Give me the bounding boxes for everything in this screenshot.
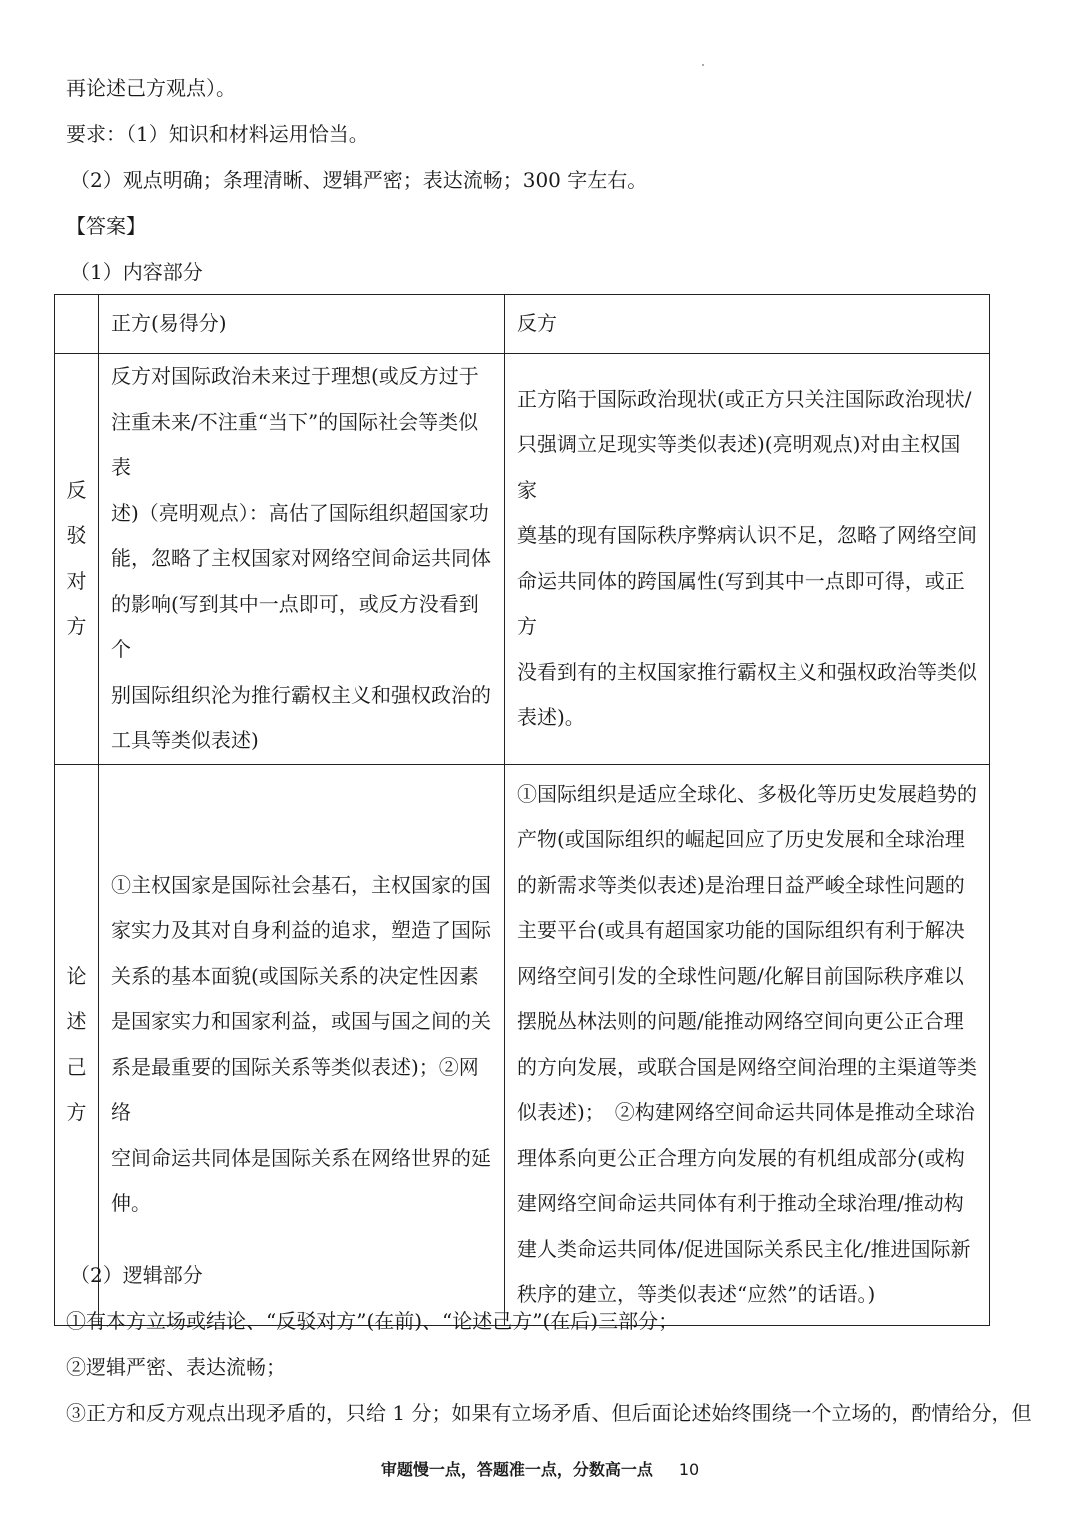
page-footer [0,1459,1080,1481]
requirements-line: 要求：（1）知识和材料运用恰当。 [66,122,369,146]
table-header-row [55,295,990,354]
row-label-argument [55,764,99,1325]
argument-negative-cell: ①国际组织是适应全球化、多极化等历史发展趋势的 产物(或国际组织的崛起回应了历史发展和全球治理 的新需求等类似表述)是治理日益严峻全球性问题的 主要平台(或具有超国家功能的国际组织有利于解决 网络空间引发的全球性问题/化解目前国际秩序难以 摆脱丛林法则的问题/能推动网络空间向更公正合理 的方向发展，或联合国是网络空间治理的主渠道等类 似表述)； ②构建网络空间命运共同体是推动全球治 理体系向更公正合理方向发展的有机组成部分(或构 建网络空间命运共同体有利于推动全球治理/推动构 建人类命运共同体/促进国际关系民主化/推进国际新 秩序的建立，等类似表述“应然”的话语。) [505,764,990,1325]
header-blank-cell [55,295,99,354]
logic-item-1: ①有本方立场或结论、“反驳对方”(在前)、“论述己方”(在后)三部分； [66,1309,679,1333]
logic-part-heading: （2）逻辑部分 [70,1263,203,1287]
header-negative: 反方 [505,295,990,354]
logic-item-3: ③正方和反方观点出现矛盾的，只给 1 分；如果有立场矛盾、但后面论述始终围绕一个立场的，酌情给分，但 [66,1401,1032,1425]
answer-table [54,294,990,1326]
label-char: 己 [66,1054,87,1079]
label-char: 反 [66,477,87,502]
table-row-argument [55,764,990,1325]
logic-item-2: ②逻辑严密、表达流畅； [66,1355,286,1379]
label-char: 述 [66,1009,87,1033]
text-line-1: 再论述己方观点）。 [66,76,236,100]
argument-affirmative-cell: ①主权国家是国际社会基石，主权国家的国 家实力及其对自身利益的追求，塑造了国际 关系的基本面貌(或国际关系的决定性因素 是国家实力和国家利益，或国与国之间的关 系是最重要的国际关系等类似表述)；②网络 空间命运共同体是国际关系在网络世界的延 伸。 [99,764,505,1325]
rebuttal-affirmative-cell: 反方对国际政治未来过于理想(或反方过于 注重未来/不注重“当下”的国际社会等类似表 述)（亮明观点）：高估了国际组织超国家功 能，忽略了主权国家对网络空间命运共同体 的影响(写到其中一点即可，或反方没看到个 别国际组织沦为推行霸权主义和强权政治的 工具等类似表述) [99,354,505,765]
header-affirmative: 正方(易得分) [99,295,505,354]
row-label-rebuttal [55,354,99,765]
page-number: 10 [678,1460,700,1479]
answer-heading: 【答案】 [66,214,146,238]
label-char: 论 [66,963,87,988]
label-char: 方 [66,614,87,639]
content-part-heading: （1）内容部分 [70,260,203,284]
requirements-line-2: （2）观点明确；条理清晰、逻辑严密；表达流畅；300 字左右。 [70,168,648,192]
stray-dot [702,64,704,66]
table-row-rebuttal [55,354,990,765]
label-char: 对 [66,568,87,593]
footer-slogan: 审题慢一点，答题准一点，分数高一点 [380,1460,653,1479]
label-char: 驳 [66,523,87,548]
rebuttal-negative-cell: 正方陷于国际政治现状(或正方只关注国际政治现状/ 只强调立足现实等类似表述)(亮明观点)对由主权国家 奠基的现有国际秩序弊病认识不足，忽略了网络空间 命运共同体的跨国属性(写到其中一点即可得，或正方 没看到有的主权国家推行霸权主义和强权政治等类似 表述)。 [505,354,990,765]
label-char: 方 [66,1100,87,1124]
